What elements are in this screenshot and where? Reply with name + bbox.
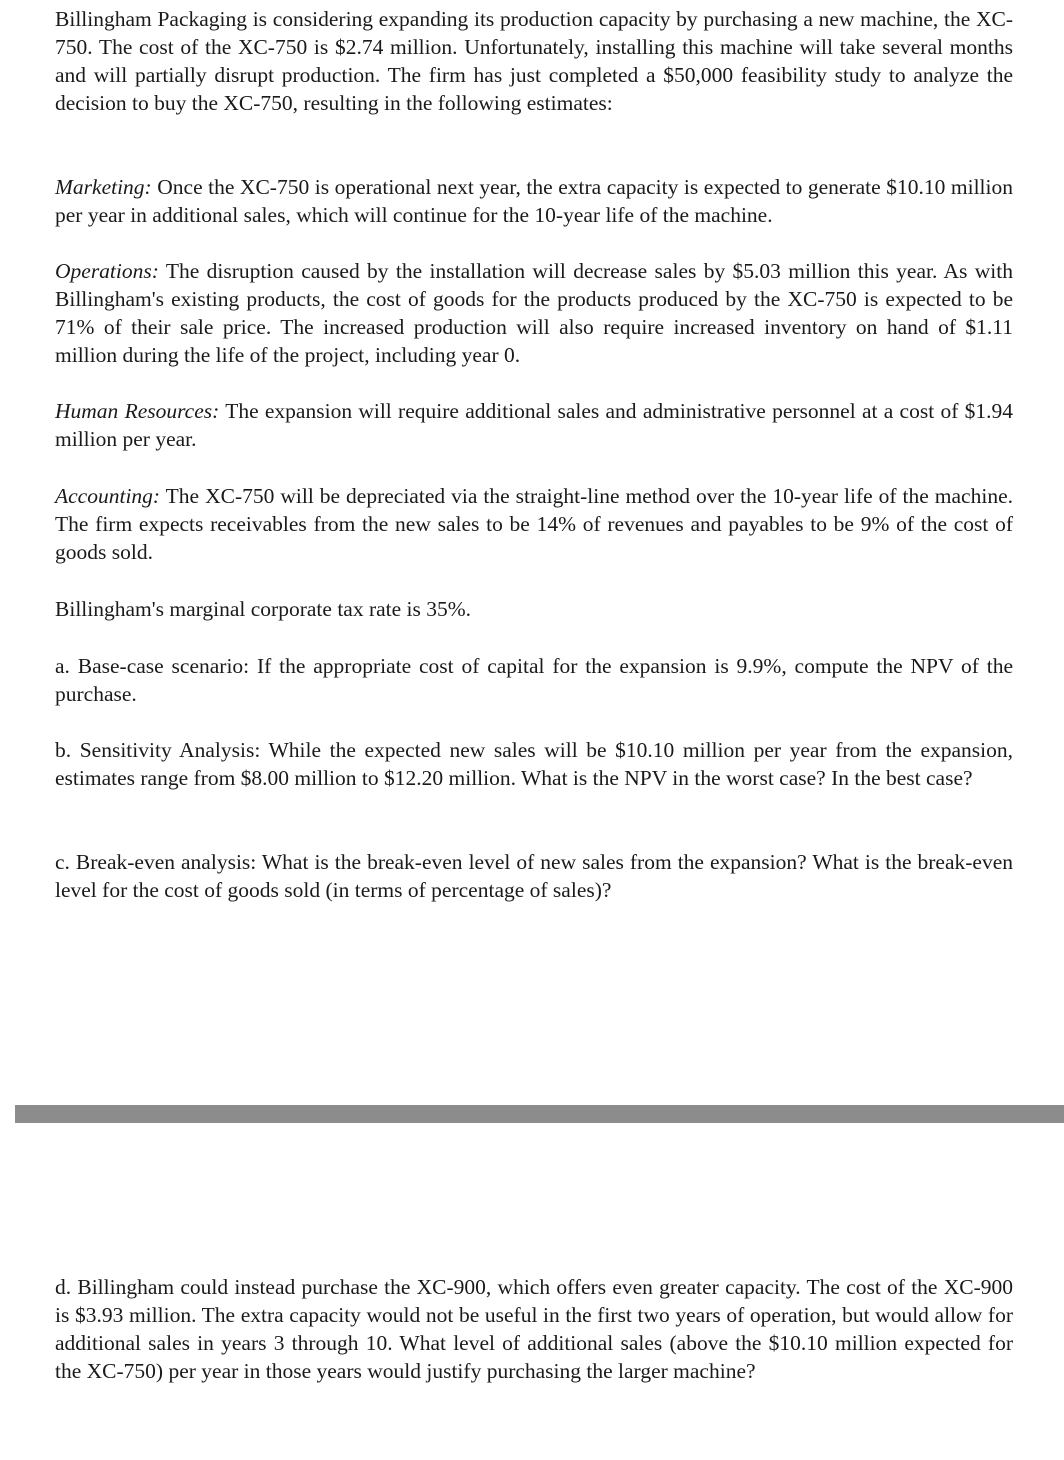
accounting-paragraph <box>55 482 1013 566</box>
intro-paragraph: Billingham Packaging is considering expanding its production capacity by purchasing a new machine, the XC-750. The cost of the XC-750 is $2.74 million. Unfortunately, installing this machine will take several months and will partially disrupt production. The firm has just completed a $50,000 feasibility study to analyze the decision to buy the XC-750, resulting in the following estimates: <box>55 7 1013 115</box>
accounting-lead: Accounting: <box>55 484 161 508</box>
question-a: a. Base-case scenario: If the appropriate cost of capital for the expansion is 9.9%, compute the NPV of the purchase. <box>55 654 1013 706</box>
tax-rate-paragraph: Billingham's marginal corporate tax rate is 35%. <box>55 597 472 621</box>
human-resources-text: The expansion will require additional sales and administrative personnel at a cost of $1.94 million per year. <box>55 399 1013 451</box>
accounting-text: The XC-750 will be depreciated via the straight-line method over the 10-year life of the machine. The firm expects receivables from the new sales to be 14% of revenues and payables to be 9% of the cost of goods sold. <box>55 484 1013 564</box>
marketing-text: Once the XC-750 is operational next year, the extra capacity is expected to generate $10.10 million per year in additional sales, which will continue for the 10-year life of the machine. <box>55 175 1013 227</box>
page-divider <box>15 1105 1064 1123</box>
question-d: d. Billingham could instead purchase the XC-900, which offers even greater capacity. The cost of the XC-900 is $3.93 million. The extra capacity would not be useful in the first two years of operation, but would allow for additional sales in years 3 through 10. What level of additional sales (above the $10.10 million expected for the XC-750) per year in those years would justify purchasing the larger machine? <box>55 1275 1013 1383</box>
question-b: b. Sensitivity Analysis: While the expected new sales will be $10.10 million per year from the expansion, estimates range from $8.00 million to $12.20 million. What is the NPV in the worst case? In the best case? <box>55 738 1013 790</box>
operations-lead: Operations: <box>55 259 159 283</box>
question-c: c. Break-even analysis: What is the break-even level of new sales from the expansion? What is the break-even level for the cost of goods sold (in terms of percentage of sales)? <box>55 850 1013 902</box>
operations-text: The disruption caused by the installation will decrease sales by $5.03 million this year. As with Billingham's existing products, the cost of goods for the products produced by the XC-750 is expected to be 71% of their sale price. The increased production will also require increased inventory on hand of $1.11 million during the life of the project, including year 0. <box>55 259 1013 367</box>
human-resources-lead: Human Resources: <box>55 399 220 423</box>
marketing-lead: Marketing: <box>55 175 152 199</box>
operations-paragraph <box>55 257 1013 369</box>
marketing-paragraph <box>55 173 1013 229</box>
human-resources-paragraph <box>55 397 1013 453</box>
